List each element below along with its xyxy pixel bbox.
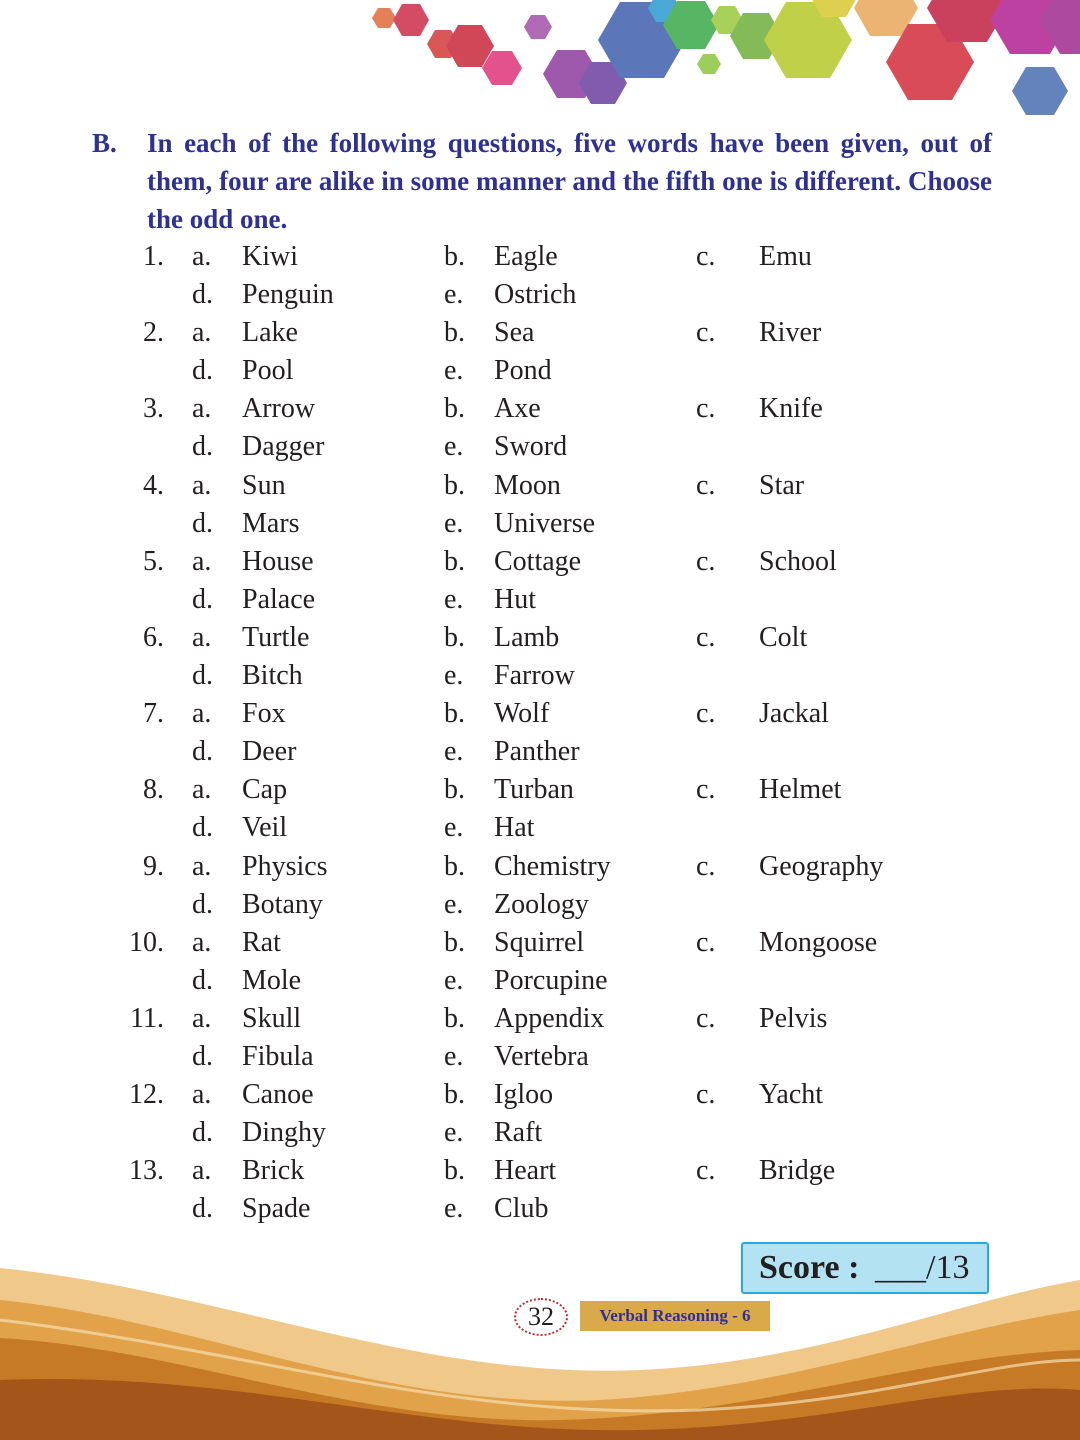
option-letter: b. bbox=[444, 241, 465, 272]
option-word: Kiwi bbox=[242, 241, 298, 272]
book-title: Verbal Reasoning - 6 bbox=[580, 1301, 770, 1331]
option-word: House bbox=[242, 545, 314, 577]
option-letter: e. bbox=[444, 279, 464, 311]
option-word: Lamb bbox=[494, 621, 560, 653]
question-row bbox=[0, 543, 1080, 581]
option-letter: d. bbox=[192, 964, 213, 996]
option-letter: d. bbox=[192, 431, 213, 463]
question-row-continued bbox=[0, 657, 1080, 695]
question-row-continued bbox=[0, 428, 1080, 466]
option-letter: c. bbox=[696, 621, 716, 653]
question-row-continued bbox=[0, 809, 1080, 847]
option-letter: a. bbox=[192, 241, 212, 272]
question-row-continued bbox=[0, 276, 1080, 314]
option-word: Jackal bbox=[759, 698, 829, 730]
option-letter: b. bbox=[444, 1079, 465, 1111]
option-letter: b. bbox=[444, 469, 465, 501]
question-number: 10. bbox=[129, 926, 164, 958]
option-letter: a. bbox=[192, 1155, 212, 1187]
option-letter: c. bbox=[696, 469, 716, 501]
option-word: Turban bbox=[494, 774, 574, 806]
option-word: Star bbox=[759, 469, 805, 501]
question-row-continued bbox=[0, 1190, 1080, 1228]
option-word: Mole bbox=[242, 964, 302, 996]
option-word: Farrow bbox=[494, 660, 575, 692]
hexagon-shape bbox=[372, 8, 396, 28]
option-letter: c. bbox=[696, 774, 716, 806]
question-row-continued bbox=[0, 505, 1080, 543]
option-letter: a. bbox=[192, 850, 212, 882]
option-word: Squirrel bbox=[494, 926, 585, 958]
option-letter: d. bbox=[192, 736, 213, 768]
option-word: Emu bbox=[759, 241, 812, 272]
option-word: Pool bbox=[242, 355, 294, 387]
option-word: Fibula bbox=[242, 1040, 314, 1072]
score-box bbox=[741, 1242, 989, 1294]
question-row bbox=[0, 619, 1080, 657]
option-letter: e. bbox=[444, 355, 464, 387]
option-letter: c. bbox=[696, 926, 716, 958]
option-letter: b. bbox=[444, 545, 465, 577]
option-word: Deer bbox=[242, 736, 297, 768]
option-word: Panther bbox=[494, 736, 580, 768]
question-row bbox=[0, 238, 1080, 276]
option-letter: a. bbox=[192, 774, 212, 806]
question-number: 11. bbox=[130, 1002, 164, 1034]
option-word: Knife bbox=[759, 393, 823, 425]
option-letter: c. bbox=[696, 317, 716, 349]
option-letter: c. bbox=[696, 850, 716, 882]
option-word: Appendix bbox=[494, 1002, 605, 1034]
option-letter: a. bbox=[192, 317, 212, 349]
question-number: 8. bbox=[143, 774, 164, 806]
question-row bbox=[0, 924, 1080, 962]
option-word: Mongoose bbox=[759, 926, 878, 958]
question-row-continued bbox=[0, 1038, 1080, 1076]
option-word: Skull bbox=[242, 1002, 302, 1034]
option-letter: c. bbox=[696, 393, 716, 425]
option-word: Chemistry bbox=[494, 850, 611, 882]
option-word: Turtle bbox=[242, 621, 310, 653]
page-number: 32 bbox=[514, 1298, 568, 1336]
option-letter: e. bbox=[444, 1040, 464, 1072]
option-word: Dagger bbox=[242, 431, 325, 463]
option-word: Bitch bbox=[242, 660, 303, 692]
option-word: Heart bbox=[494, 1155, 557, 1187]
section-heading bbox=[92, 124, 992, 238]
question-number: 9. bbox=[143, 850, 164, 882]
question-number: 6. bbox=[143, 621, 164, 653]
option-letter: c. bbox=[696, 545, 716, 577]
question-row-continued bbox=[0, 581, 1080, 619]
option-letter: e. bbox=[444, 888, 464, 920]
option-word: Eagle bbox=[494, 241, 558, 272]
option-letter: a. bbox=[192, 1002, 212, 1034]
option-letter: d. bbox=[192, 660, 213, 692]
option-word: Palace bbox=[242, 583, 316, 615]
hexagon-shape bbox=[697, 54, 721, 74]
option-letter: e. bbox=[444, 812, 464, 844]
option-word: Dinghy bbox=[242, 1117, 326, 1149]
option-letter: e. bbox=[444, 736, 464, 768]
option-letter: d. bbox=[192, 1193, 213, 1225]
option-letter: e. bbox=[444, 964, 464, 996]
option-word: Raft bbox=[494, 1117, 543, 1149]
option-letter: d. bbox=[192, 1040, 213, 1072]
option-letter: a. bbox=[192, 698, 212, 730]
option-letter: e. bbox=[444, 660, 464, 692]
option-letter: b. bbox=[444, 317, 465, 349]
option-letter: a. bbox=[192, 926, 212, 958]
option-word: School bbox=[759, 545, 837, 577]
option-word: Rat bbox=[242, 926, 281, 958]
question-number: 7. bbox=[143, 698, 164, 730]
option-letter: a. bbox=[192, 393, 212, 425]
option-word: Spade bbox=[242, 1193, 311, 1225]
option-word: Universe bbox=[494, 507, 596, 539]
option-word: Geography bbox=[759, 850, 884, 882]
option-word: Sea bbox=[494, 317, 535, 349]
question-number: 2. bbox=[143, 317, 164, 349]
question-number: 4. bbox=[143, 469, 164, 501]
option-letter: b. bbox=[444, 1002, 465, 1034]
option-word: Pond bbox=[494, 355, 552, 387]
option-word: Botany bbox=[242, 888, 323, 920]
question-row bbox=[0, 1000, 1080, 1038]
option-letter: c. bbox=[696, 1002, 716, 1034]
option-word: Veil bbox=[242, 812, 288, 844]
hexagon-shape bbox=[393, 4, 429, 36]
option-letter: b. bbox=[444, 926, 465, 958]
option-word: Igloo bbox=[494, 1079, 554, 1111]
question-row bbox=[0, 848, 1080, 886]
option-word: Penguin bbox=[242, 279, 334, 311]
question-number: 12. bbox=[129, 1079, 164, 1111]
option-letter: d. bbox=[192, 812, 213, 844]
option-word: Zoology bbox=[494, 888, 589, 920]
option-word: Yacht bbox=[759, 1079, 824, 1111]
option-word: Wolf bbox=[494, 698, 550, 730]
option-word: Bridge bbox=[759, 1155, 836, 1187]
option-letter: c. bbox=[696, 1155, 716, 1187]
option-letter: d. bbox=[192, 888, 213, 920]
option-word: Vertebra bbox=[494, 1040, 589, 1072]
option-word: Hut bbox=[494, 583, 536, 615]
option-word: Colt bbox=[759, 621, 808, 653]
option-letter: d. bbox=[192, 507, 213, 539]
option-letter: c. bbox=[696, 698, 716, 730]
option-word: Brick bbox=[242, 1155, 305, 1187]
option-letter: b. bbox=[444, 393, 465, 425]
option-letter: e. bbox=[444, 1117, 464, 1149]
option-letter: b. bbox=[444, 850, 465, 882]
option-word: Porcupine bbox=[494, 964, 608, 996]
question-number: 13. bbox=[129, 1155, 164, 1187]
score-label: Score : bbox=[759, 1249, 860, 1286]
question-number: 5. bbox=[143, 545, 164, 577]
question-row bbox=[0, 1152, 1080, 1190]
question-row bbox=[0, 314, 1080, 352]
question-row bbox=[0, 695, 1080, 733]
question-row bbox=[0, 390, 1080, 428]
option-letter: e. bbox=[444, 507, 464, 539]
option-word: Hat bbox=[494, 812, 535, 844]
question-number: 3. bbox=[143, 393, 164, 425]
option-word: Moon bbox=[494, 469, 561, 501]
option-word: Cap bbox=[242, 774, 288, 806]
question-list bbox=[0, 238, 1080, 1228]
option-letter: b. bbox=[444, 774, 465, 806]
option-letter: e. bbox=[444, 431, 464, 463]
question-row-continued bbox=[0, 886, 1080, 924]
option-letter: b. bbox=[444, 621, 465, 653]
option-letter: e. bbox=[444, 583, 464, 615]
decorative-hexagon-banner bbox=[0, 0, 1080, 130]
option-word: Mars bbox=[242, 507, 300, 539]
question-row-continued bbox=[0, 352, 1080, 390]
option-letter: b. bbox=[444, 698, 465, 730]
option-word: Pelvis bbox=[759, 1002, 828, 1034]
option-letter: d. bbox=[192, 279, 213, 311]
option-word: Physics bbox=[242, 850, 328, 882]
option-word: Axe bbox=[494, 393, 541, 425]
option-letter: a. bbox=[192, 545, 212, 577]
option-word: Canoe bbox=[242, 1079, 314, 1111]
option-word: Sun bbox=[242, 469, 286, 501]
option-letter: c. bbox=[696, 1079, 716, 1111]
option-word: Ostrich bbox=[494, 279, 577, 311]
question-row-continued bbox=[0, 733, 1080, 771]
option-letter: a. bbox=[192, 1079, 212, 1111]
option-word: Club bbox=[494, 1193, 549, 1225]
option-letter: e. bbox=[444, 1193, 464, 1225]
option-letter: b. bbox=[444, 1155, 465, 1187]
question-row-continued bbox=[0, 1114, 1080, 1152]
option-letter: a. bbox=[192, 621, 212, 653]
option-word: Sword bbox=[494, 431, 568, 463]
hexagon-shape bbox=[1012, 67, 1068, 115]
option-word: Lake bbox=[242, 317, 298, 349]
option-letter: a. bbox=[192, 469, 212, 501]
option-letter: d. bbox=[192, 583, 213, 615]
option-word: Helmet bbox=[759, 774, 842, 806]
question-number: 1. bbox=[143, 241, 164, 272]
section-instruction: In each of the following questions, five words have been given, out of them, four are alike in some manner and the fifth one is different. Choose the odd one. bbox=[147, 128, 992, 234]
option-letter: d. bbox=[192, 1117, 213, 1149]
option-word: River bbox=[759, 317, 822, 349]
question-row bbox=[0, 771, 1080, 809]
question-row bbox=[0, 467, 1080, 505]
option-word: Arrow bbox=[242, 393, 316, 425]
option-word: Cottage bbox=[494, 545, 582, 577]
question-row-continued bbox=[0, 962, 1080, 1000]
hexagon-shape bbox=[524, 15, 552, 39]
option-word: Fox bbox=[242, 698, 286, 730]
option-letter: c. bbox=[696, 241, 716, 272]
question-row bbox=[0, 1076, 1080, 1114]
score-blank: ___/13 bbox=[875, 1249, 970, 1286]
section-letter: B. bbox=[92, 128, 117, 158]
option-letter: d. bbox=[192, 355, 213, 387]
